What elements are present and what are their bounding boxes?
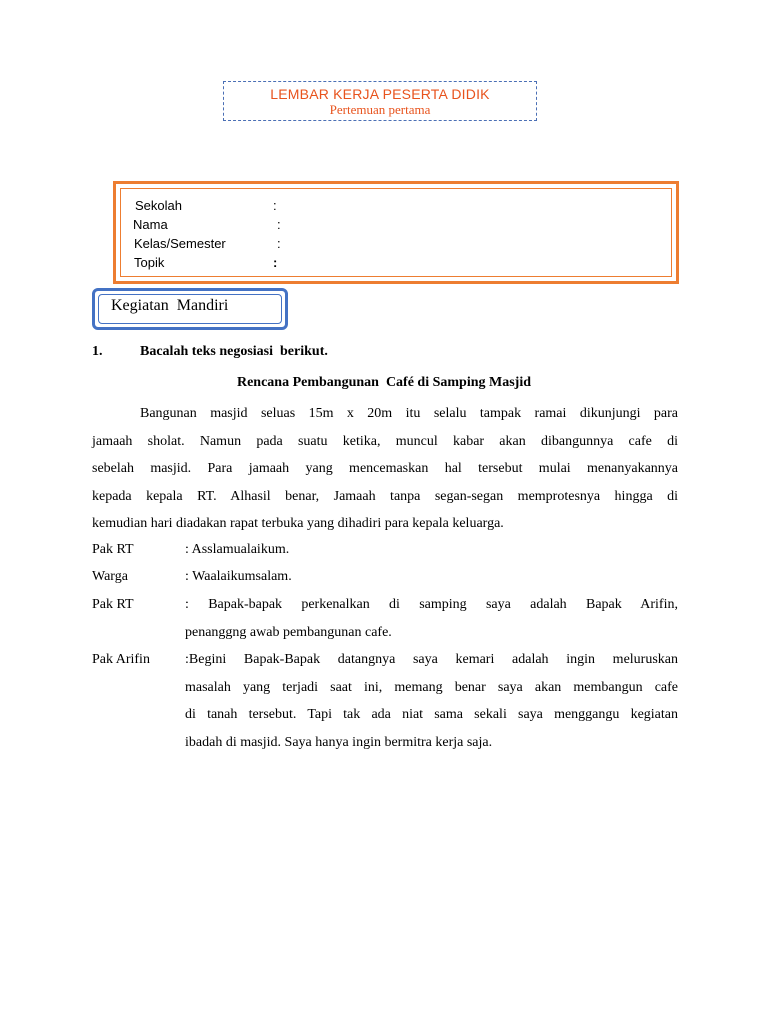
identity-colon: : <box>273 255 278 270</box>
story-paragraph <box>92 400 678 538</box>
dialogue-utterance: :Begini Bapak-Bapak datangnya saya kemari adalah ingin meluruskan masalah yang terjadi saat ini, memang benar saya akan membangun cafe di tanah tersebut. Tapi tak ada niat sama sekali saya menggangu kegiatan ibadah di masjid. Saya hanya ingin bermitra kerja saja. <box>185 652 678 750</box>
activity-label-box <box>92 288 288 330</box>
activity-label: Kegiatan Mandiri <box>111 297 229 314</box>
worksheet-subtitle: Pertemuan pertama <box>329 102 431 117</box>
identity-colon: : <box>273 198 277 213</box>
dialogue-utterance: : Asslamualaikum. <box>185 542 290 557</box>
identity-label-school: Sekolah <box>135 198 182 213</box>
dialogue-speaker: Warga <box>92 569 128 584</box>
identity-label-class-semester: Kelas/Semester <box>134 236 226 251</box>
paragraph-line: Bangunan masjid seluas 15m x 20m itu selalu tampak ramai dikunjungi para <box>140 406 678 421</box>
identity-label-topic: Topik <box>134 255 165 270</box>
question-number: 1. <box>92 344 103 359</box>
question-text: Bacalah teks negosiasi berikut. <box>140 344 328 359</box>
dialogue-utterance: : Waalaikumsalam. <box>185 569 292 584</box>
dialogue-speaker: Pak RT <box>92 542 134 557</box>
dialogue-speaker: Pak RT <box>92 597 134 612</box>
dialogue-utterance: : Bapak-bapak perkenalkan di samping saya adalah Bapak Arifin, penanggng awab pembangunan cafe. <box>185 597 678 640</box>
student-identity-box <box>113 181 679 284</box>
identity-colon: : <box>277 236 281 251</box>
identity-colon: : <box>277 217 281 232</box>
paragraph-line: kepada kepala RT. Alhasil benar, Jamaah tanpa segan-segan memprotesnya hingga di <box>92 488 678 504</box>
paragraph-line: sebelah masjid. Para jamaah yang mencemaskan hal tersebut mulai menanyakannya <box>92 461 678 476</box>
worksheet-title: LEMBAR KERJA PESERTA DIDIK <box>270 86 490 102</box>
paragraph-line: kemudian hari diadakan rapat terbuka yang dihadiri para kepala keluarga. <box>92 516 504 531</box>
paragraph-line: jamaah sholat. Namun pada suatu ketika, muncul kabar akan dibangunnya cafe di <box>92 433 678 449</box>
dialogue-speaker: Pak Arifin <box>92 652 150 667</box>
worksheet-title-box <box>223 81 537 121</box>
story-title: Rencana Pembangunan Café di Samping Masjid <box>236 375 532 390</box>
identity-label-name: Nama <box>133 217 168 232</box>
